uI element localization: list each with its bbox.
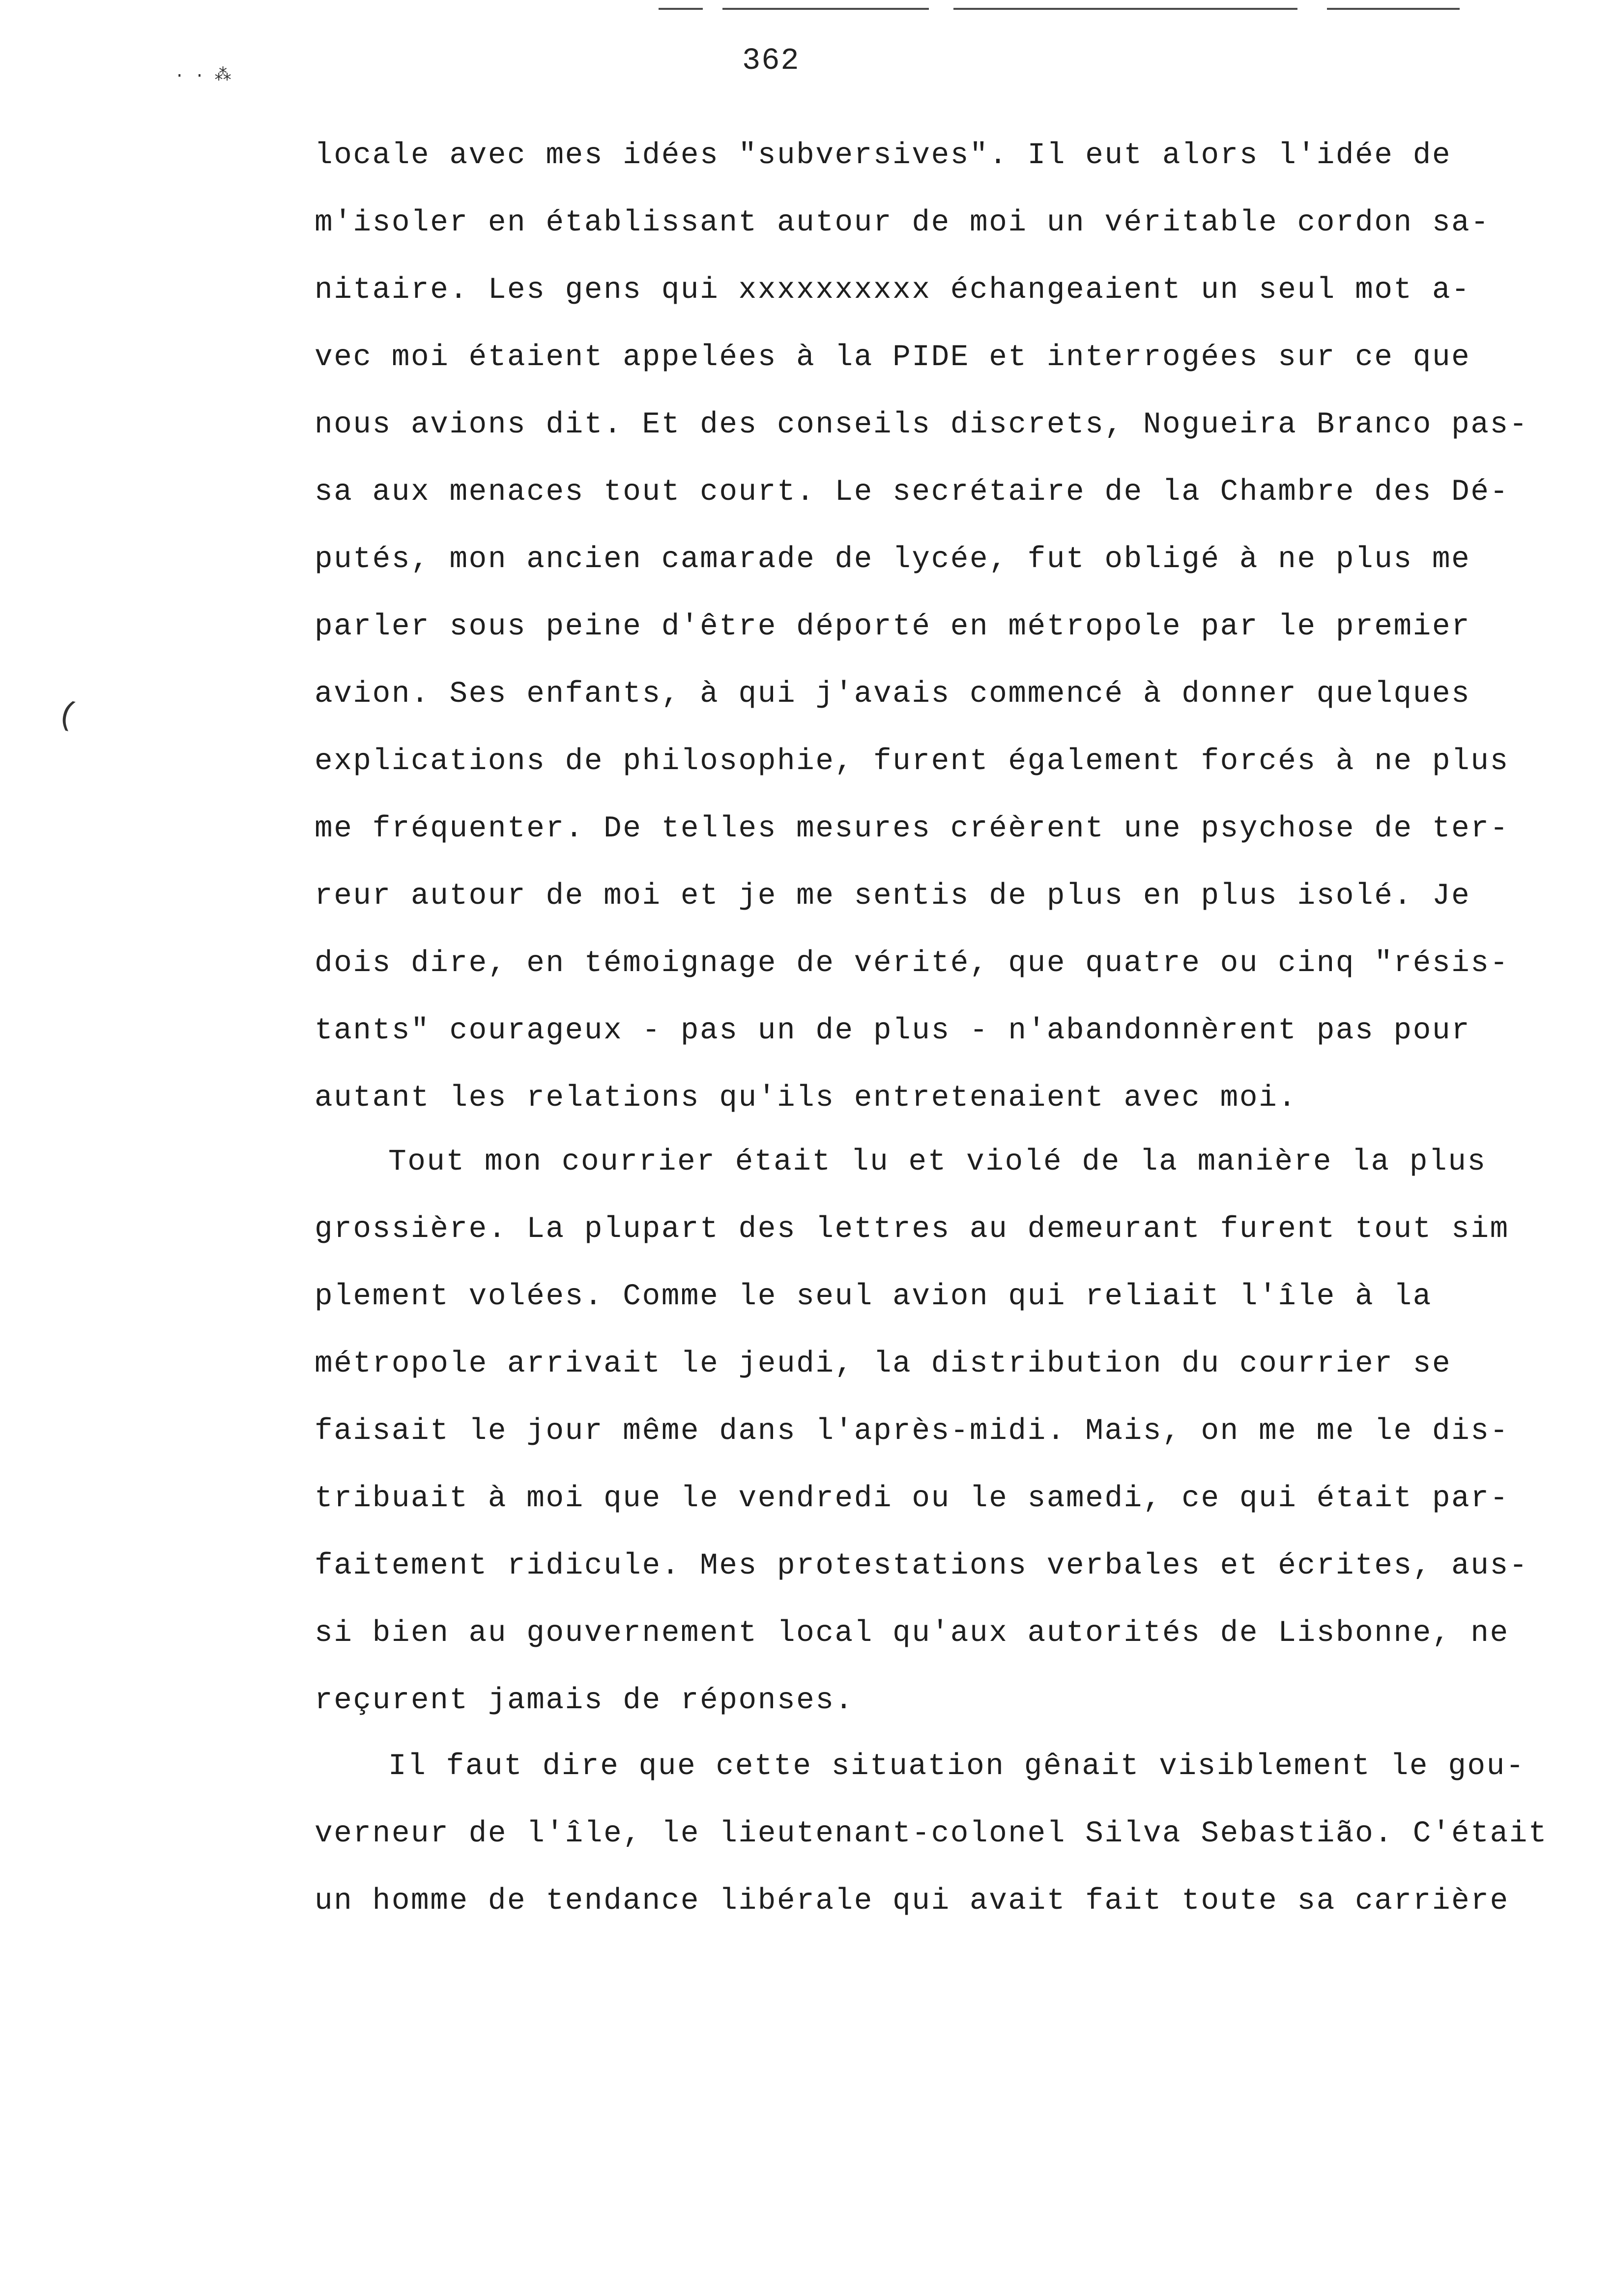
text-line: grossière. La plupart des lettres au demeurant furent tout sim [315,1212,1509,1246]
corner-mark: · · ⁂ [174,67,231,86]
text-line: m'isoler en établissant autour de moi un véritable cordon sa- [315,206,1490,240]
text-line: nitaire. Les gens qui xxxxxxxxxx échangeaient un seul mot a- [315,273,1471,307]
text-line: faisait le jour même dans l'après-midi. Mais, on me me le dis- [315,1414,1509,1448]
text-line: vec moi étaient appelées à la PIDE et interrogées sur ce que [315,341,1471,374]
text-line: faitement ridicule. Mes protestations verbales et écrites, aus- [315,1549,1528,1583]
text-line: verneur de l'île, le lieutenant-colonel Silva Sebastião. C'était [315,1817,1548,1851]
top-rule-2 [722,8,929,10]
text-line: un homme de tendance libérale qui avait fait toute sa carrière [315,1884,1509,1918]
text-line: nous avions dit. Et des conseils discrets, Nogueira Branco pas- [315,408,1528,442]
page-number: 362 [742,43,800,78]
text-line: me fréquenter. De telles mesures créèrent une psychose de ter- [315,812,1509,846]
text-line: locale avec mes idées "subversives". Il eut alors l'idée de [315,139,1452,172]
top-rule-3 [953,8,1297,10]
text-line: explications de philosophie, furent également forcés à ne plus [315,745,1509,778]
text-line: tribuait à moi que le vendredi ou le samedi, ce qui était par- [315,1482,1509,1516]
text-line: parler sous peine d'être déporté en métropole par le premier [315,610,1471,644]
text-line: Il faut dire que cette situation gênait visiblement le gou- [388,1750,1526,1783]
text-line: si bien au gouvernement local qu'aux autorités de Lisbonne, ne [315,1616,1509,1650]
top-rule-4 [1327,8,1460,10]
text-line: plement volées. Comme le seul avion qui reliait l'île à la [315,1280,1432,1314]
text-line: sa aux menaces tout court. Le secrétaire de la Chambre des Dé- [315,475,1509,509]
text-line: avion. Ses enfants, à qui j'avais commencé à donner quelques [315,677,1471,711]
text-line: reur autour de moi et je me sentis de plus en plus isolé. Je [315,879,1471,913]
text-line: reçurent jamais de réponses. [315,1684,854,1718]
text-line: putés, mon ancien camarade de lycée, fut obligé à ne plus me [315,543,1471,576]
text-line: métropole arrivait le jeudi, la distribution du courrier se [315,1347,1452,1381]
margin-mark: ( [54,695,82,736]
text-line: tants" courageux - pas un de plus - n'abandonnèrent pas pour [315,1014,1471,1048]
top-rule-1 [659,8,703,10]
text-line: dois dire, en témoignage de vérité, que quatre ou cinq "résis- [315,947,1509,980]
text-line: Tout mon courrier était lu et violé de la manière la plus [388,1145,1487,1179]
text-line: autant les relations qu'ils entretenaient avec moi. [315,1081,1297,1115]
